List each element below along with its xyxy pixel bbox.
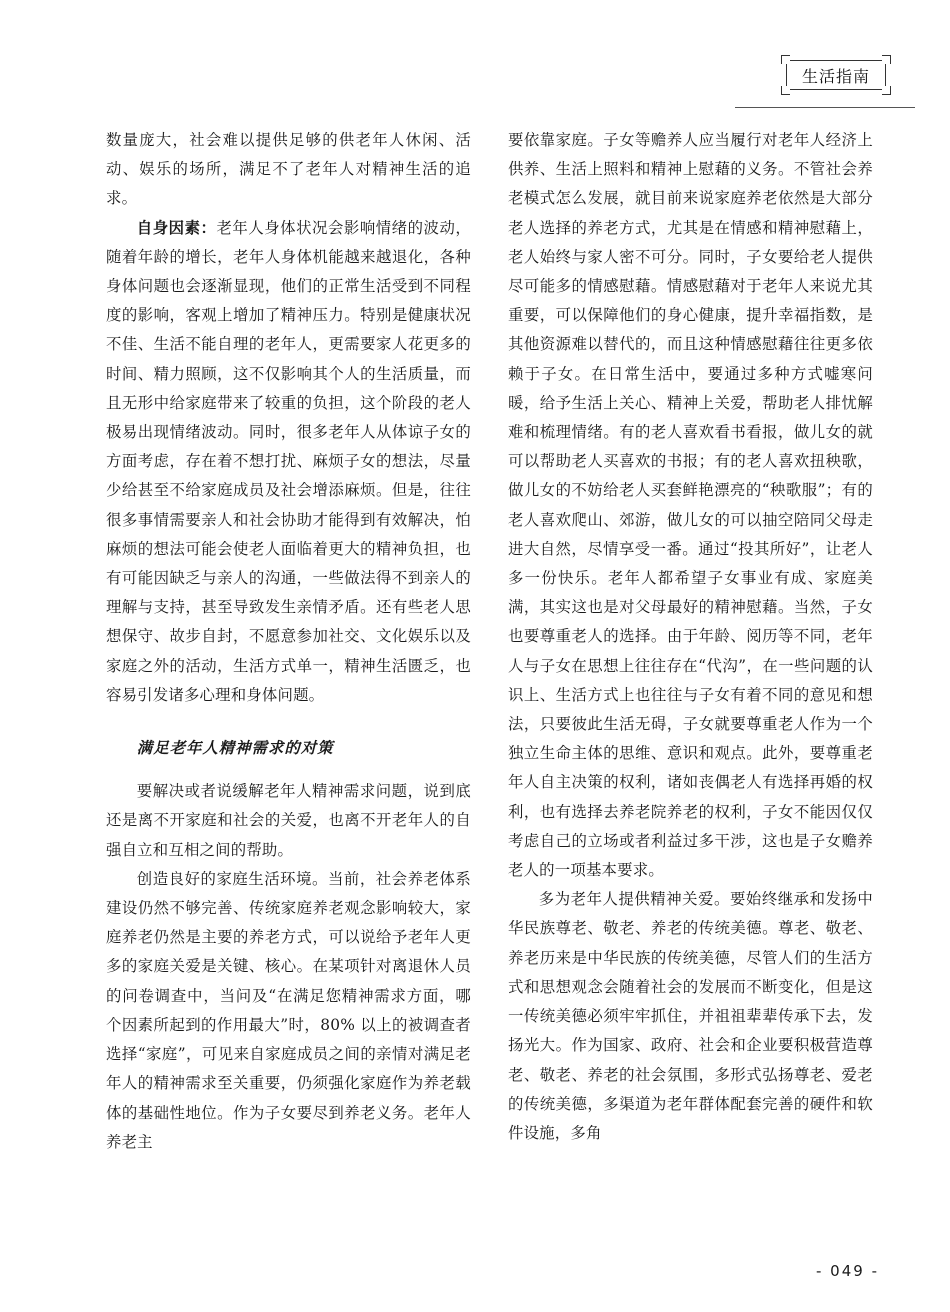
paragraph: 创造良好的家庭生活环境。当前，社会养老体系建设仍然不够完善、传统家庭养老观念影响较大，家庭养老仍然是主要的养老方式，可以说给予老年人更多的家庭关爱是关键、核心。在某项针对离退休人员的问卷调查中，当问及“在满足您精神需求方面，哪个因素所起到的作用最大”时，80% 以上的被调查者选择“家庭”，可见来自家庭成员之间的亲情对满足老年人的精神需求至关重要，仍须强化家庭作为养老载体的基础性地位。作为子女要尽到养老义务。老年人养老主 <box>106 869 471 1151</box>
page-number: - 049 - <box>816 1262 879 1280</box>
left-column <box>106 126 471 1251</box>
paragraph: 多为老年人提供精神关爱。要始终继承和发扬中华民族尊老、敬老、养老的传统美德。尊老、敬老、养老历来是中华民族的传统美德，尽管人们的生活方式和思想观念会随着社会的发展而不断变化，但是这一传统美德必须牢牢抓住，并祖祖辈辈传承下去，发扬光大。作为国家、政府、社会和企业要积极营造尊老、敬老、养老的社会氛围，多形式弘扬尊老、爱老的传统美德，多渠道为老年群体配套完善的硬件和软件设施，多角 <box>508 890 873 1142</box>
right-column <box>508 126 873 1251</box>
paragraph-lead: 自身因素： <box>136 218 217 237</box>
section-heading: 满足老年人精神需求的对策 <box>136 739 334 758</box>
paragraph: 要解决或者说缓解老年人精神需求问题，说到底还是离不开家庭和社会的关爱，也离不开老年人的自强自立和互相之间的帮助。 <box>106 782 471 859</box>
paragraph: 要依靠家庭。子女等赡养人应当履行对老年人经济上供养、生活上照料和精神上慰藉的义务。不管社会养老模式怎么发展，就目前来说家庭养老依然是大部分老人选择的养老方式，尤其是在情感和精神慰藉上，老人始终与家人密不可分。同时，子女要给老人提供尽可能多的情感慰藉。情感慰藉对于老年人来说尤其重要，可以保障他们的身心健康，提升幸福指数，是其他资源难以替代的，而且这种情感慰藉往往更多依赖于子女。在日常生活中，要通过多种方式嘘寒问暖，给予生活上关心、精神上关爱，帮助老人排忧解难和梳理情绪。有的老人喜欢看书看报，做儿女的就可以帮助老人买喜欢的书报；有的老人喜欢扭秧歌，做儿女的不妨给老人买套鲜艳漂亮的“秧歌服”；有的老人喜欢爬山、郊游，做儿女的可以抽空陪同父母走进大自然，尽情享受一番。通过“投其所好”，让老人多一份快乐。老年人都希望子女事业有成、家庭美满，其实这也是对父母最好的精神慰藉。当然，子女也要尊重老人的选择。由于年龄、阅历等不同，老年人与子女在思想上往往存在“代沟”，在一些问题的认识上、生活方式上也往往与子女有着不同的意见和想法，只要彼此生活无碍，子女就要尊重老人作为一个独立生命主体的思维、意识和观点。此外，要尊重老年人自主决策的权利，诸如丧偶老人有选择再婚的权利，也有选择去养老院养老的权利，子女不能因仅仅考虑自己的立场或者利益过多干涉，这也是子女赡养老人的一项基本要求。 <box>508 131 873 880</box>
paragraph <box>106 214 471 710</box>
section-label: 生活指南 <box>801 66 870 86</box>
paragraph-body: 老年人身体状况会影响情绪的波动，随着年龄的增长，老年人身体机能越来越退化，各种身体问题也会逐渐显现，他们的正常生活受到不同程度的影响，客观上增加了精神压力。特别是健康状况不佳、生活不能自理的老年人，更需要家人花更多的时间、精力照顾，这不仅影响其个人的生活质量，而且无形中给家庭带来了较重的负担，这个阶段的老人极易出现情绪波动。同时，很多老年人从体谅子女的方面考虑，存在着不想打扰、麻烦子女的想法，尽量少给甚至不给家庭成员及社会增添麻烦。但是，往往很多事情需要亲人和社会协助才能得到有效解决，怕麻烦的想法可能会使老人面临着更大的精神负担，也有可能因缺乏与亲人的沟通，一些做法得不到亲人的理解与支持，甚至导致发生亲情矛盾。还有些老人思想保守、故步自封，不愿意参加社交、文化娱乐以及家庭之外的活动，生活方式单一，精神生活匮乏，也容易引发诸多心理和身体问题。 <box>106 218 471 704</box>
header-rule <box>735 107 915 108</box>
section-label-badge <box>786 60 886 90</box>
paragraph: 数量庞大，社会难以提供足够的供老年人休闲、活动、娱乐的场所，满足不了老年人对精神生活的追求。 <box>106 131 471 208</box>
